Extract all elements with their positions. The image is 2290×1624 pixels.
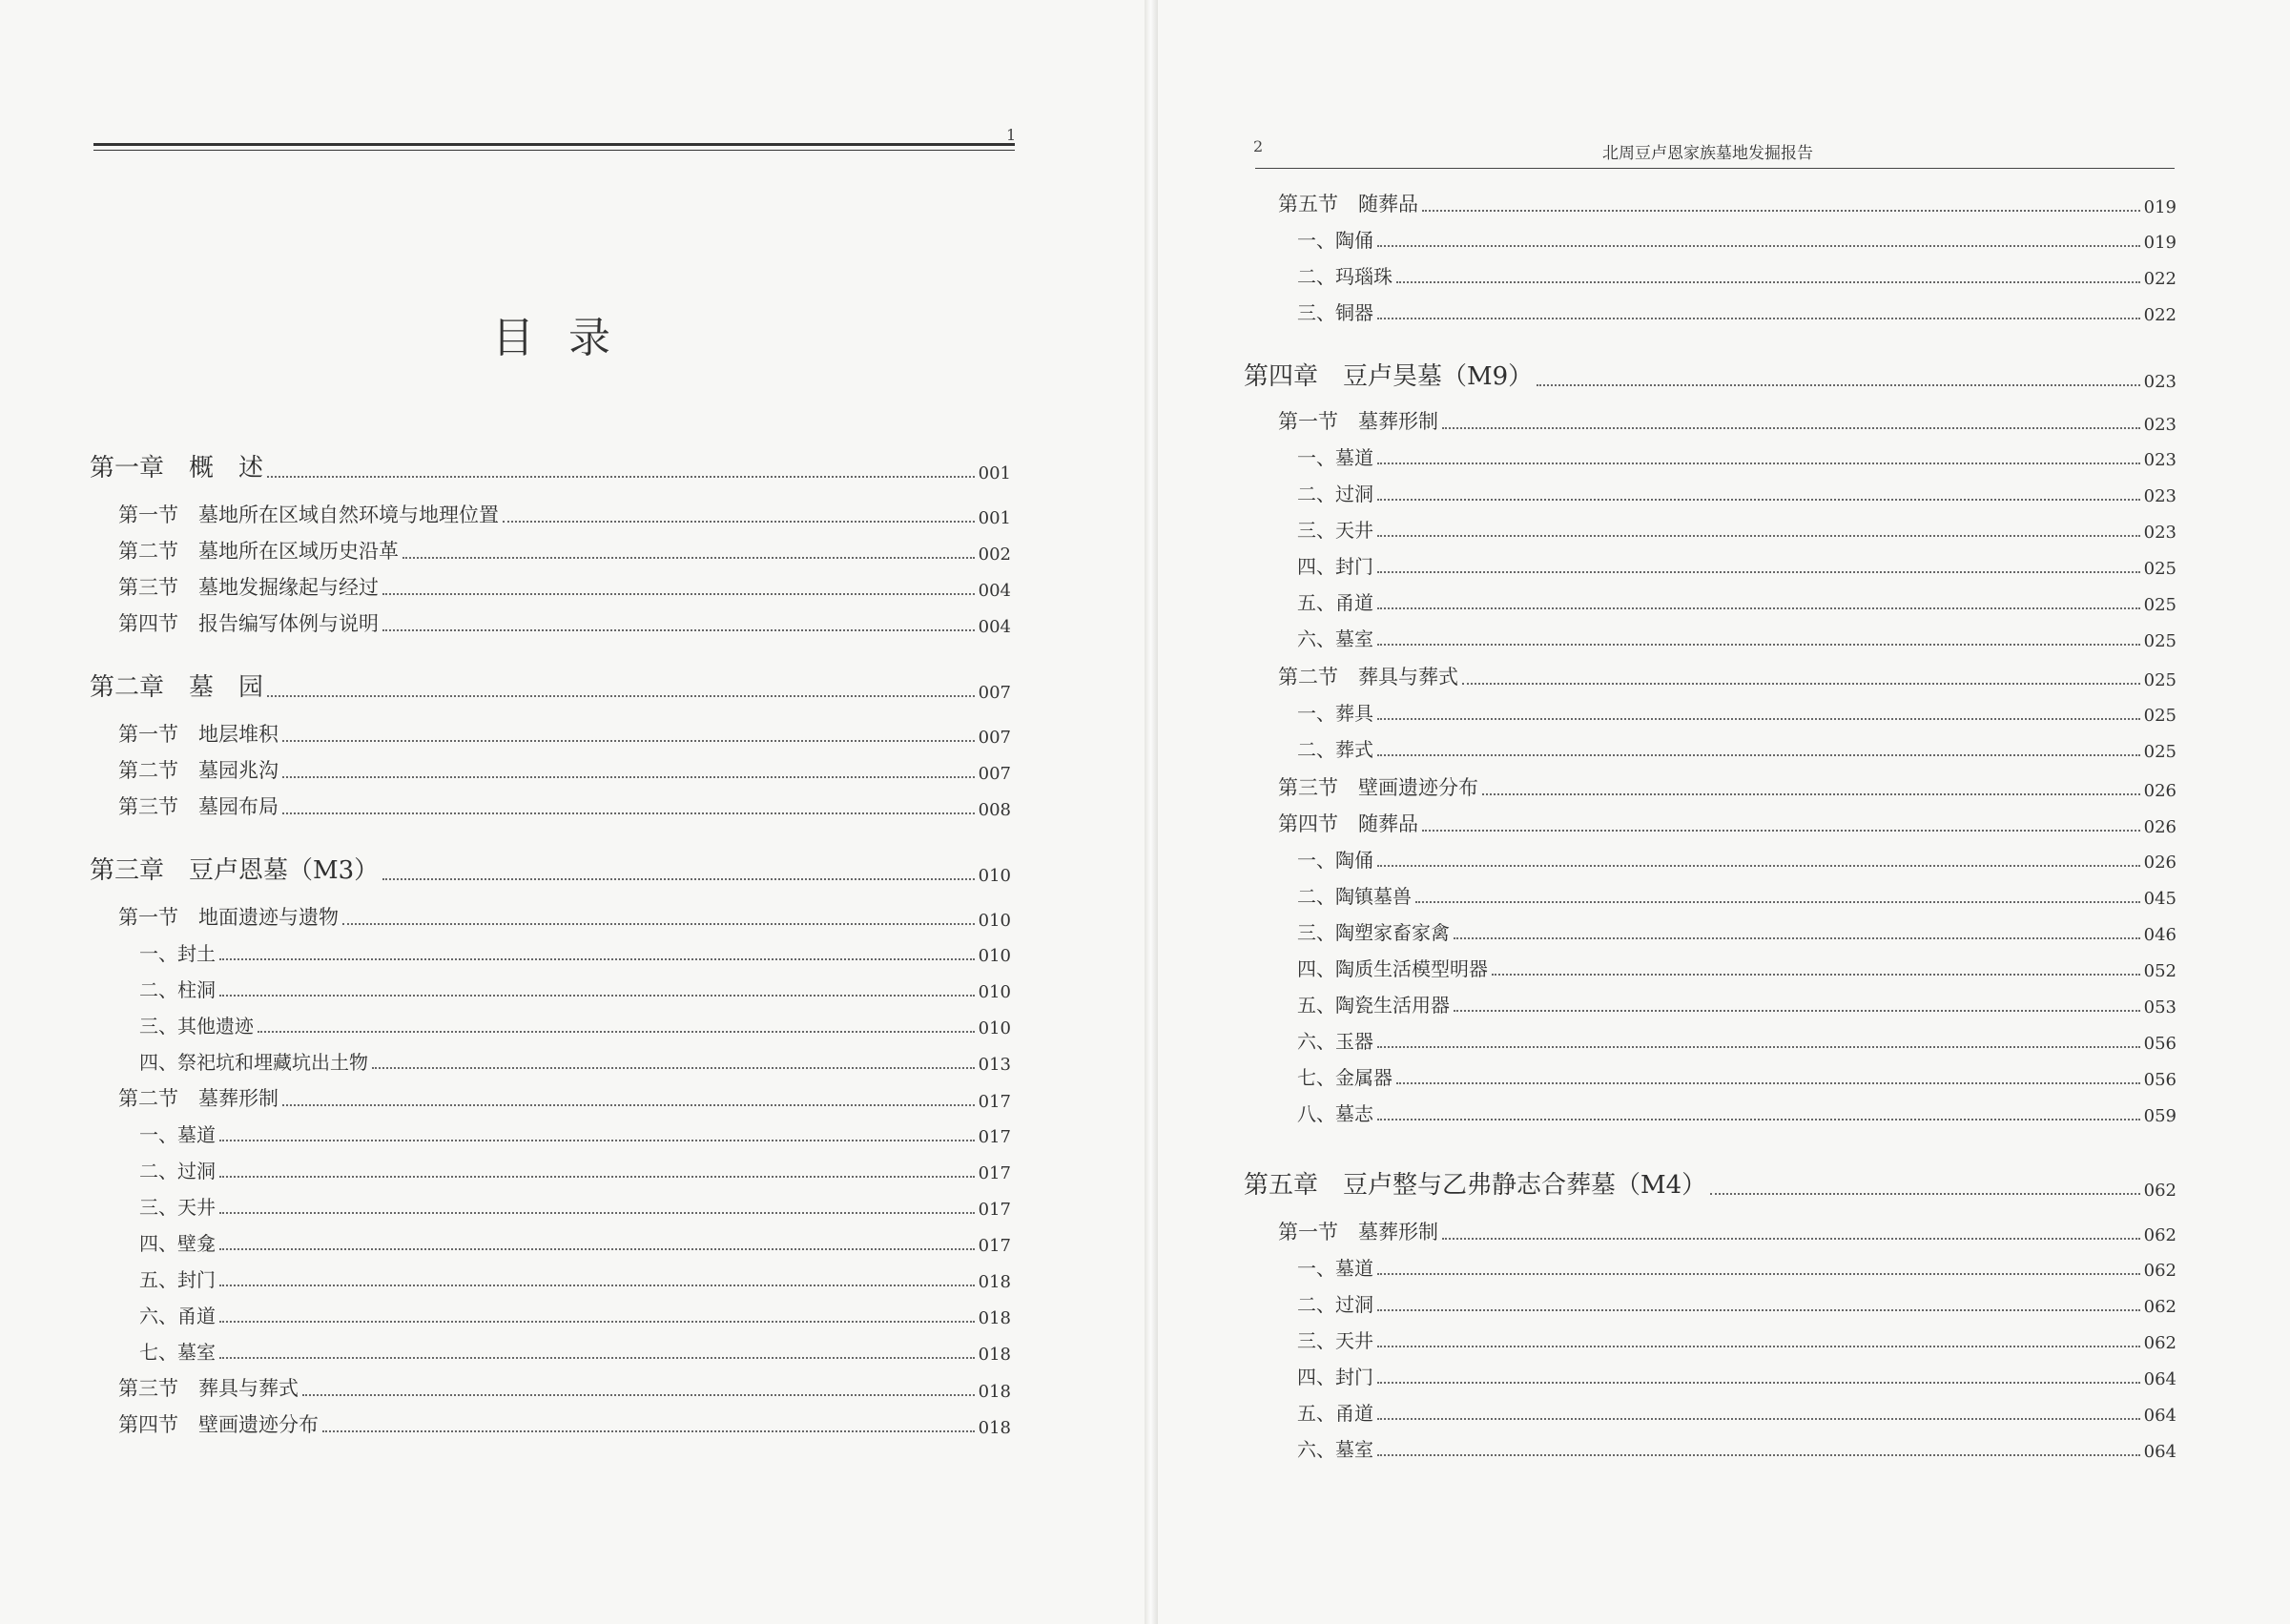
toc-entry-item [1297,479,2177,506]
toc-entry-item [1297,1289,2177,1317]
toc-entry-label: 三、天井 [1297,1329,1373,1352]
toc-entry-chapter [1244,357,2177,392]
toc-entry-item [139,1156,1011,1183]
toc-entry-page: 026 [2143,853,2177,873]
toc-entry-label: 第一节 地层堆积 [118,723,279,746]
toc-entry-section [118,572,1011,601]
toc-entry-page: 002 [978,545,1011,565]
dot-leader [1454,1010,2140,1012]
toc-entry-label: 六、甬道 [139,1305,216,1327]
toc-entry-section [118,500,1011,528]
dot-leader [1377,1119,2140,1120]
toc-entry-label: 第三节 墓园布局 [118,795,279,818]
toc-entry-page: 018 [978,1272,1011,1292]
toc-entry-item [1297,698,2177,726]
toc-entry-label: 五、甬道 [1297,591,1373,614]
toc-entry-item [1297,1253,2177,1281]
toc-entry-page: 026 [2143,781,2177,801]
dot-leader [1377,1346,2140,1347]
toc-entry-page: 010 [978,1018,1011,1038]
dot-leader [1377,754,2140,756]
dot-leader [1415,901,2140,903]
toc-entry-item [1297,990,2177,1018]
toc-entry-page: 023 [2143,486,2177,506]
toc-entry-label: 一、葬具 [1297,702,1373,725]
toc-entry-label: 第五节 随葬品 [1278,193,1418,216]
toc-entry-label: 第二节 墓地所在区域历史沿革 [118,540,399,563]
toc-entry-item [139,1192,1011,1220]
toc-entry-label: 一、陶俑 [1297,229,1373,252]
dot-leader [503,521,975,523]
dot-leader [322,1430,975,1432]
toc-entry-label: 五、甬道 [1297,1402,1373,1425]
toc-entry-page: 025 [2143,559,2177,579]
toc-entry-page: 025 [2143,670,2177,690]
toc-entry-label: 四、陶质生活模型明器 [1297,957,1488,980]
toc-entry-page: 007 [978,764,1011,784]
dot-leader [219,1212,975,1214]
toc-entry-label: 第三节 墓地发掘缘起与经过 [118,576,379,599]
toc-entry-section [1278,772,2177,801]
toc-entry-label: 七、墓室 [139,1341,216,1364]
toc-entry-label: 第五章 豆卢整与乙弗静志合葬墓（M4） [1244,1171,1707,1200]
toc-entry-page: 026 [2143,817,2177,837]
right-header-rule [1255,168,2175,169]
toc-entry-page: 019 [2143,233,2177,253]
toc-entry-label: 第四节 报告编写体例与说明 [118,612,379,635]
dot-leader [219,1248,975,1250]
toc-entry-item [1297,1398,2177,1426]
toc-entry-item [1297,261,2177,289]
dot-leader [1377,718,2140,720]
dot-leader [1396,1082,2140,1084]
toc-entry-page: 023 [2143,523,2177,543]
dot-leader [1454,937,2140,939]
toc-entry-section [1278,662,2177,690]
toc-entry-label: 第四章 豆卢昊墓（M9） [1244,362,1534,391]
toc-entry-item [139,1337,1011,1365]
toc-entry-page: 017 [978,1092,1011,1112]
dot-leader [1710,1193,2139,1195]
toc-entry-label: 第四节 随葬品 [1278,812,1418,835]
toc-entry-item [1297,1062,2177,1090]
toc-entry-page: 056 [2143,1034,2177,1054]
dot-leader [1492,974,2140,976]
toc-entry-page: 018 [978,1345,1011,1365]
dot-leader [1442,1238,2140,1240]
dot-leader [219,1140,975,1141]
toc-entry-page: 062 [2143,1333,2177,1353]
toc-entry-page: 017 [978,1200,1011,1220]
toc-entry-label: 三、其他遗迹 [139,1015,254,1038]
toc-entry-label: 第二节 墓葬形制 [118,1087,279,1110]
toc-entry-section [1278,1217,2177,1245]
toc-entry-label: 第二节 葬具与葬式 [1278,666,1458,689]
dot-leader [258,1031,975,1033]
dot-leader [1482,793,2140,795]
toc-entry-label: 四、祭祀坑和埋藏坑出土物 [139,1051,368,1074]
dot-leader [1422,210,2140,212]
toc-entry-page: 010 [978,946,1011,966]
dot-leader [267,476,975,478]
toc-entry-label: 第二章 墓 园 [90,673,264,702]
toc-entry-label: 三、铜器 [1297,301,1373,324]
toc-entry-page: 059 [2143,1106,2177,1126]
toc-entry-label: 第三章 豆卢恩墓（M3） [90,856,380,885]
toc-entry-section [118,791,1011,820]
toc-entry-section [118,1083,1011,1112]
toc-entry-page: 053 [2143,997,2177,1018]
dot-leader [1377,607,2140,609]
dot-leader [1377,1418,2140,1420]
toc-entry-page: 046 [2143,925,2177,945]
toc-entry-item [1297,515,2177,543]
toc-entry-label: 第一节 墓葬形制 [1278,410,1438,433]
toc-entry-item [139,1228,1011,1256]
toc-entry-page: 052 [2143,961,2177,981]
left-page-number: 1 [1006,126,1017,144]
toc-entry-page: 023 [2143,415,2177,435]
toc-entry-chapter [90,668,1011,703]
toc-entry-page: 013 [978,1055,1011,1075]
toc-entry-item [139,1264,1011,1292]
toc-entry-page: 025 [2143,742,2177,762]
toc-entry-label: 一、墓道 [1297,446,1373,469]
toc-entry-page: 023 [2143,372,2177,392]
toc-entry-item [1297,734,2177,762]
toc-entry-item [1297,845,2177,873]
toc-entry-page: 062 [2143,1261,2177,1281]
toc-entry-label: 四、封门 [1297,1366,1373,1388]
toc-entry-item [1297,225,2177,253]
toc-entry-page: 008 [978,800,1011,820]
toc-entry-label: 第一章 概 述 [90,454,264,483]
toc-entry-label: 二、过洞 [1297,1293,1373,1316]
toc-entry-page: 010 [978,866,1011,886]
toc-entry-page: 007 [978,728,1011,748]
dot-leader [219,1321,975,1323]
toc-entry-chapter [1244,1165,2177,1201]
toc-entry-label: 一、封土 [139,942,216,965]
toc-entry-section [118,1373,1011,1402]
dot-leader [1377,644,2140,646]
toc-entry-page: 056 [2143,1070,2177,1090]
toc-entry-item [139,1047,1011,1075]
toc-entry-label: 二、过洞 [1297,483,1373,505]
toc-entry-chapter [90,851,1011,886]
dot-leader [282,812,975,814]
dot-leader [382,629,975,631]
toc-entry-page: 017 [978,1163,1011,1183]
toc-entry-item [1297,551,2177,579]
toc-entry-label: 八、墓志 [1297,1102,1373,1125]
toc-entry-label: 一、墓道 [139,1123,216,1146]
toc-entry-label: 六、玉器 [1297,1030,1373,1053]
toc-entry-section [1278,809,2177,837]
dot-leader [1377,499,2140,501]
toc-entry-section [118,608,1011,637]
toc-entry-page: 018 [978,1382,1011,1402]
dot-leader [219,1176,975,1178]
toc-entry-label: 三、陶塑家畜家禽 [1297,921,1450,944]
dot-leader [1422,830,2140,832]
toc-entry-label: 六、墓室 [1297,1438,1373,1461]
toc-entry-page: 064 [2143,1406,2177,1426]
toc-entry-page: 022 [2143,269,2177,289]
dot-leader [1377,1382,2140,1384]
toc-entry-page: 062 [2143,1297,2177,1317]
toc-entry-page: 010 [978,982,1011,1002]
toc-entry-label: 三、天井 [139,1196,216,1219]
toc-entry-page: 001 [978,463,1011,483]
dot-leader [402,557,975,559]
toc-entry-page: 007 [978,683,1011,703]
toc-entry-item [1297,298,2177,325]
dot-leader [282,776,975,778]
toc-entry-item [139,975,1011,1002]
toc-entry-label: 一、陶俑 [1297,849,1373,872]
toc-entry-label: 第一节 墓地所在区域自然环境与地理位置 [118,504,499,526]
toc-entry-label: 四、封门 [1297,555,1373,578]
toc-entry-section [118,902,1011,931]
toc-entry-label: 三、天井 [1297,519,1373,542]
dot-leader [1537,384,2139,386]
dot-leader [1377,463,2140,464]
toc-entry-label: 一、墓道 [1297,1257,1373,1280]
right-page-number: 2 [1253,137,1264,155]
dot-leader [219,958,975,960]
dot-leader [282,1104,975,1106]
toc-entry-item [1297,1362,2177,1389]
toc-entry-page: 064 [2143,1369,2177,1389]
toc-entry-page: 001 [978,508,1011,528]
dot-leader [1377,318,2140,319]
dot-leader [1377,1309,2140,1311]
toc-entry-page: 045 [2143,889,2177,909]
toc-entry-label: 第四节 壁画遗迹分布 [118,1413,319,1436]
toc-entry-label: 二、柱洞 [139,978,216,1001]
toc-entry-section [118,536,1011,565]
toc-entry-item [1297,917,2177,945]
toc-entry-item [139,938,1011,966]
dot-leader [267,695,975,697]
toc-entry-item [139,1011,1011,1038]
toc-entry-label: 五、封门 [139,1268,216,1291]
dot-leader [372,1067,975,1069]
toc-entry-page: 064 [2143,1442,2177,1462]
dot-leader [282,740,975,742]
toc-entry-page: 017 [978,1236,1011,1256]
toc-entry-item [1297,954,2177,981]
toc-entry-page: 004 [978,617,1011,637]
dot-leader [1377,571,2140,573]
toc-entry-item [1297,1434,2177,1462]
toc-entry-page: 010 [978,911,1011,931]
toc-entry-item [1297,881,2177,909]
running-head: 北周豆卢恩家族墓地发掘报告 [1602,144,1813,163]
toc-entry-page: 018 [978,1418,1011,1438]
toc-entry-page: 062 [2143,1225,2177,1245]
toc-entry-label: 第三节 壁画遗迹分布 [1278,776,1478,799]
toc-entry-page: 025 [2143,631,2177,651]
toc-entry-page: 025 [2143,706,2177,726]
toc-entry-label: 六、墓室 [1297,627,1373,650]
toc-entry-label: 第三节 葬具与葬式 [118,1377,299,1400]
toc-entry-item [1297,587,2177,615]
toc-entry-page: 023 [2143,450,2177,470]
dot-leader [1442,427,2140,429]
toc-entry-section [1278,406,2177,435]
toc-entry-page: 062 [2143,1181,2177,1201]
toc-entry-item [1297,442,2177,470]
toc-entry-section [118,755,1011,784]
dot-leader [1462,683,2140,685]
dot-leader [302,1394,975,1396]
toc-entry-label: 二、玛瑙珠 [1297,265,1393,288]
toc-entry-page: 019 [2143,197,2177,217]
toc-entry-label: 第一节 墓葬形制 [1278,1221,1438,1244]
toc-entry-label: 二、葬式 [1297,738,1373,761]
toc-entry-item [139,1301,1011,1328]
toc-entry-item [1297,624,2177,651]
toc-entry-item [139,1120,1011,1147]
toc-entry-label: 第二节 墓园兆沟 [118,759,279,782]
dot-leader [1377,245,2140,247]
dot-leader [219,995,975,997]
toc-entry-section [1278,189,2177,217]
dot-leader [1377,865,2140,867]
toc-entry-page: 025 [2143,595,2177,615]
toc-entry-item [1297,1326,2177,1353]
dot-leader [382,593,975,595]
dot-leader [342,923,975,925]
toc-entry-label: 二、陶镇墓兽 [1297,885,1412,908]
dot-leader [219,1357,975,1359]
dot-leader [382,878,974,880]
dot-leader [1377,1046,2140,1048]
toc-entry-label: 七、金属器 [1297,1066,1393,1089]
toc-entry-page: 004 [978,581,1011,601]
toc-entry-label: 第一节 地面遗迹与遗物 [118,906,339,929]
dot-leader [1377,1273,2140,1275]
dot-leader [1377,1454,2140,1456]
toc-entry-section [118,1409,1011,1438]
toc-entry-label: 四、壁龛 [139,1232,216,1255]
toc-entry-item [1297,1099,2177,1126]
toc-entry-item [1297,1026,2177,1054]
toc-entry-label: 五、陶瓷生活用器 [1297,994,1450,1017]
toc-entry-page: 018 [978,1308,1011,1328]
toc-title: 目录 [492,314,645,362]
toc-entry-section [118,719,1011,748]
toc-entry-page: 022 [2143,305,2177,325]
dot-leader [219,1285,975,1286]
toc-entry-page: 017 [978,1127,1011,1147]
toc-entry-label: 二、过洞 [139,1160,216,1182]
dot-leader [1377,535,2140,537]
toc-entry-chapter [90,448,1011,483]
left-header-rule [93,143,1015,151]
dot-leader [1396,281,2140,283]
